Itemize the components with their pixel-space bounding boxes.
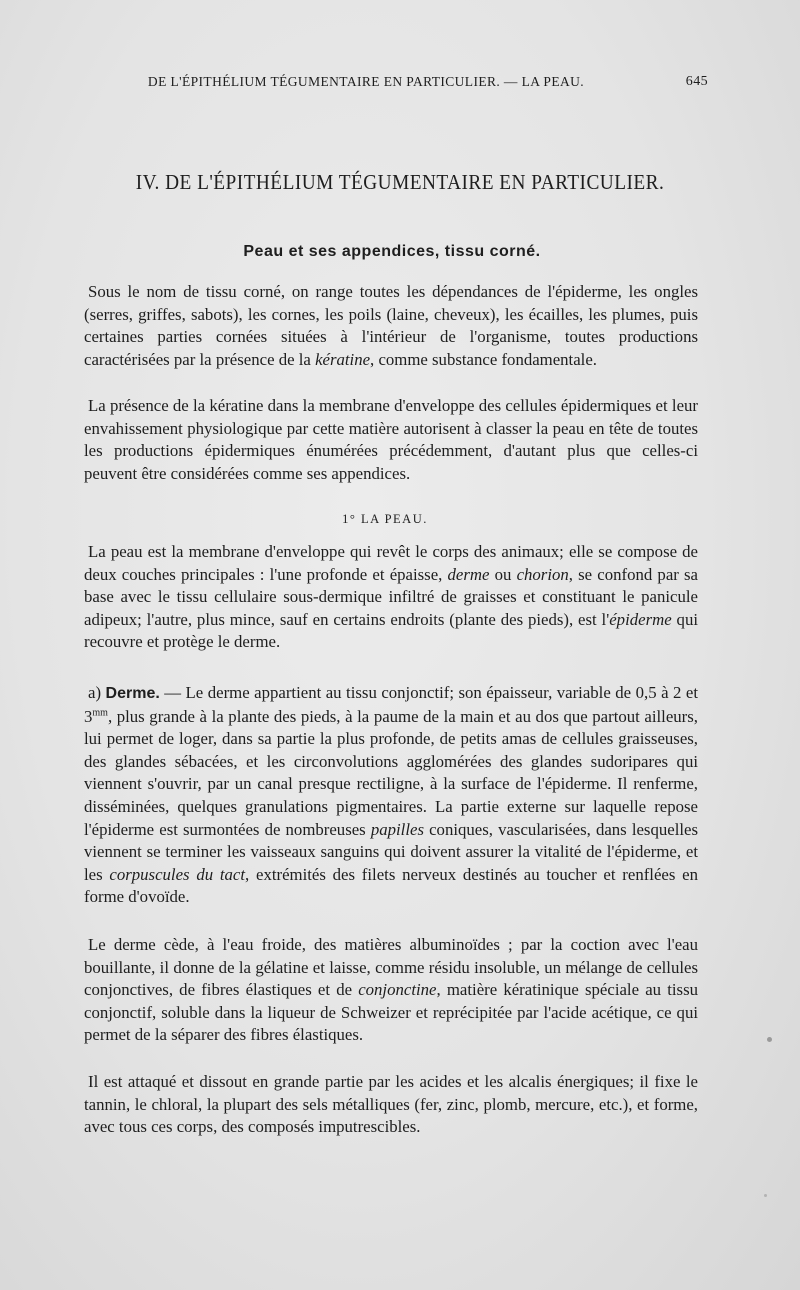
keratine-term: kératine xyxy=(315,349,371,369)
paragraph-la-peau: La peau est la membrane d'enveloppe qui revêt le corps des animaux; elle se compose de deux couches principales : l'une profonde et épaisse, derme ou chorion, se confond par sa base avec le tissu cellulaire sous-dermique infiltré de graisses et constituant le panicule adipeux; l'autre, plus mince, sauf en certains endroits (plante des pieds), est l'épiderme qui recouvre et protège le derme. xyxy=(84,542,698,652)
derme-subheading: Derme. xyxy=(105,685,160,702)
page-number: 645 xyxy=(685,74,708,89)
papilles-term: papilles xyxy=(370,819,424,839)
derme-term: derme xyxy=(447,564,490,584)
epiderme-term: épiderme xyxy=(609,609,672,629)
subsection-heading: 1° LA PEAU. xyxy=(342,512,428,526)
ink-speck xyxy=(764,1194,767,1197)
chapter-title: IV. DE L'ÉPITHÉLIUM TÉGUMENTAIRE EN PARTICULIER. xyxy=(135,170,665,194)
running-title: DE L'ÉPITHÉLIUM TÉGUMENTAIRE EN PARTICULIER. — LA PEAU. xyxy=(147,74,585,89)
paragraph-tissu-corne: Sous le nom de tissu corné, on range toutes les dépendances de l'épiderme, les ongles (serres, griffes, sabots), les cornes, les poils (laine, cheveux), les écailles, les plumes, puis certaines parties cornées situées à l'intérieur de l'organisme, toutes productions caractérisées par la présence de la kératine, comme substance fondamentale. xyxy=(84,282,698,369)
paragraph-derme: a) Derme. — Le derme appartient au tissu conjonctif; son épaisseur, variable de 0,5 à 2 et $3^{mm}$, plus grande à la plante des pieds, à la paume de la main et au dos que partout ailleurs, lui permet de loger, dans sa partie la plus profonde, de petits amas de cellules graisseuses, des glandes sébacées, et les circonvolutions agglomérées des glandes sudoripares qui viennent s'ouvrir, par un canal presque rectiligne, à la surface de l'épiderme. Il renferme, disséminées, quelques granulations pigmentaires. La partie externe sur laquelle repose l'épiderme est surmontées de nombreuses papilles coniques, vascularisées, dans lesquelles viennent se terminer les vaisseaux sanguins qui doivent assurer la vitalité de l'épiderme, et les corpuscules du tact, extrémités des filets nerveux destinés au toucher et renflées en forme d'ovoïde. xyxy=(84,683,698,907)
section-title: Peau et ses appendices, tissu corné. xyxy=(243,243,541,260)
paragraph-derme-chimie: Le derme cède, à l'eau froide, des matières albuminoïdes ; par la coction avec l'eau bouillante, il donne de la gélatine et laisse, comme résidu insoluble, un mélange de cellules conjonctives, de fibres élastiques et de conjonctine, matière kératinique spéciale au tissu conjonctif, soluble dans la liqueur de Schweizer et reprécipitée par l'acide acétique, ce qui permet de la séparer des fibres élastiques. xyxy=(84,935,698,1045)
unit-superscript: mm xyxy=(92,707,108,718)
chorion-term: chorion xyxy=(516,564,569,584)
corpuscules-term: corpuscules du tact xyxy=(109,864,246,884)
paragraph-keratine: La présence de la kératine dans la membrane d'enveloppe des cellules épidermiques et leur envahissement physiologique par cette matière autorisent à classer la peau en tête de toutes les productions épidermiques énumérées précédemment, d'autant plus que celles-ci peuvent être considérées comme ses appendices. xyxy=(84,396,698,483)
list-label: a) xyxy=(88,683,102,702)
paragraph-derme-acides: Il est attaqué et dissout en grande partie par les acides et les alcalis énergiques; il fixe le tannin, le chloral, la plupart des sels métalliques (fer, zinc, plomb, mercure, etc.), et forme, avec tous ces corps, des composés imputrescibles. xyxy=(84,1072,698,1137)
running-header xyxy=(86,74,706,98)
ink-speck xyxy=(767,1037,772,1042)
conjonctine-term: conjonctine xyxy=(358,980,437,1000)
